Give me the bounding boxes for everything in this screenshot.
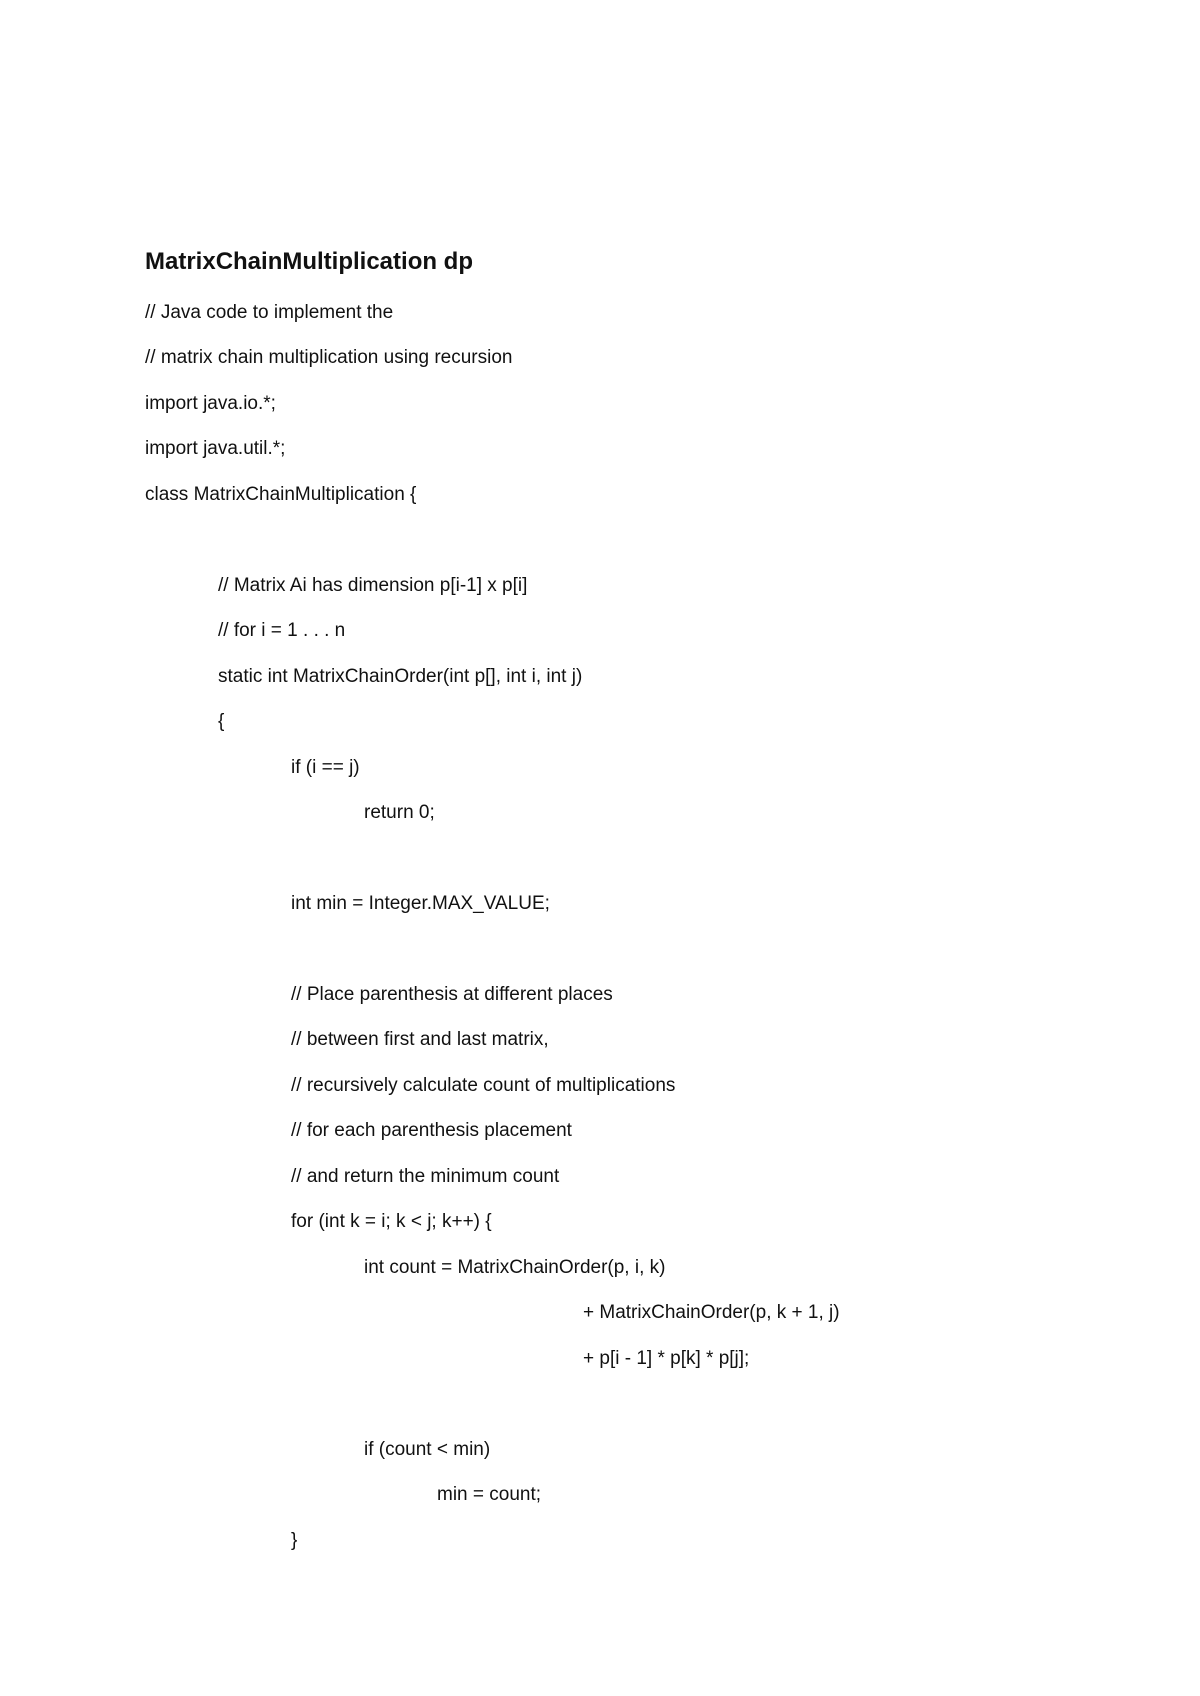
code-line-19: int count = MatrixChainOrder(p, i, k) — [364, 1257, 666, 1278]
code-line-9: { — [218, 711, 225, 732]
code-line-17: // and return the minimum count — [291, 1166, 560, 1187]
code-line-4: import java.util.*; — [145, 438, 286, 459]
code-line-21: + p[i - 1] * p[k] * p[j]; — [583, 1348, 750, 1369]
code-line-18: for (int k = i; k < j; k++) { — [291, 1211, 492, 1232]
code-line-10: if (i == j) — [291, 757, 360, 778]
code-line-22: if (count < min) — [364, 1439, 491, 1460]
code-line-2: // matrix chain multiplication using recursion — [145, 347, 513, 368]
code-line-16: // for each parenthesis placement — [291, 1120, 572, 1141]
code-line-11: return 0; — [364, 802, 435, 823]
code-line-24: } — [291, 1530, 298, 1551]
code-line-1: // Java code to implement the — [145, 302, 394, 323]
code-line-13: // Place parenthesis at different places — [291, 984, 613, 1005]
code-line-6: // Matrix Ai has dimension p[i-1] x p[i] — [218, 575, 528, 596]
code-line-7: // for i = 1 . . . n — [218, 620, 346, 641]
code-line-20: + MatrixChainOrder(p, k + 1, j) — [583, 1302, 840, 1323]
code-line-14: // between first and last matrix, — [291, 1029, 549, 1050]
document-title: MatrixChainMultiplication dp — [145, 248, 473, 275]
code-line-5: class MatrixChainMultiplication { — [145, 484, 417, 505]
code-line-8: static int MatrixChainOrder(int p[], int i, int j) — [218, 666, 583, 687]
code-line-15: // recursively calculate count of multiplications — [291, 1075, 676, 1096]
code-line-12: int min = Integer.MAX_VALUE; — [291, 893, 550, 914]
code-line-3: import java.io.*; — [145, 393, 276, 414]
code-line-23: min = count; — [437, 1484, 542, 1505]
